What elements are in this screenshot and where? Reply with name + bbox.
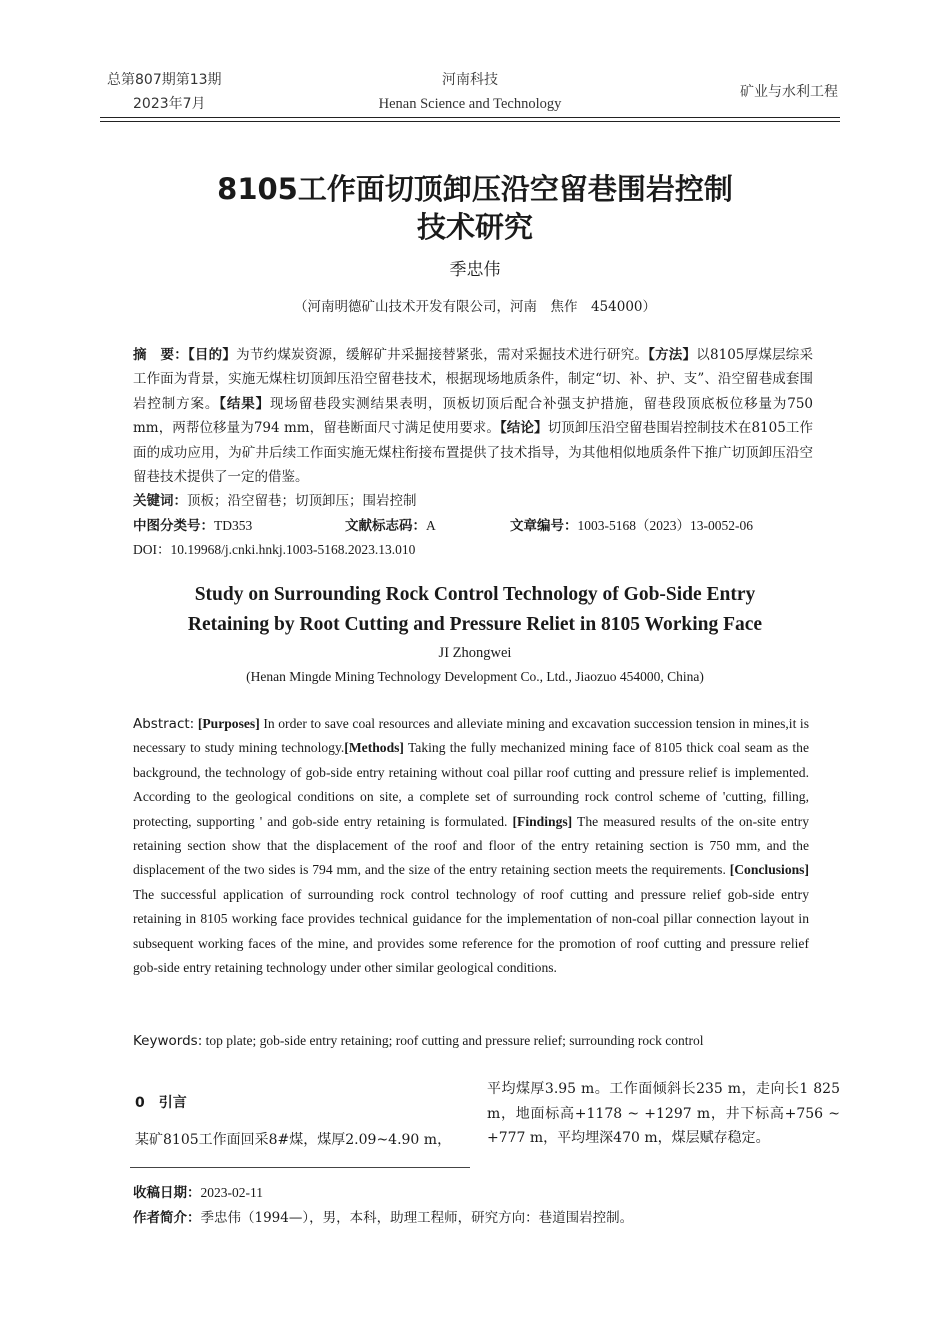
received-label: 收稿日期：: [133, 1185, 201, 1201]
journal-name-cn: 河南科技: [442, 72, 498, 88]
header-rule-thin: [100, 121, 840, 122]
received-date: [133, 1183, 263, 1203]
keywords-en-label: Keywords:: [133, 1033, 203, 1049]
abstract-en-label: Abstract:: [133, 716, 195, 732]
issue-date: 2023年7月: [133, 96, 206, 112]
author-en: JI Zhongwei: [438, 645, 512, 661]
methods-en-text: Taking the fully mechanized mining face of 8105 thick coal seam as the background, the technology of gob-side entry retaining without coal pillar roof cutting and pressure relief is implemented. According to the geological conditions on site, a complete set of surrounding rock control scheme of 'cutting, filling, protecting, supporting ' and gob-side entry retaining is formulated.: [133, 740, 809, 829]
received-value: 2023-02-11: [200, 1185, 263, 1200]
document-code: [345, 516, 436, 536]
findings-en-label: [Findings]: [512, 813, 573, 829]
keywords-en: [133, 1031, 703, 1051]
issue-number: 总第807期第13期: [107, 72, 222, 88]
abstract-cn-label: 摘 要：: [133, 347, 188, 363]
clc-value: TD353: [214, 518, 253, 533]
body-right-column: 平均煤厚3.95 m。工作面倾斜长235 m，走向长1 825 m，地面标高+1178 ~ +1297 m，井下标高+756 ~ +777 m，平均埋深470 m，煤层赋存稳定。: [487, 1081, 840, 1146]
keywords-cn: [133, 491, 417, 511]
findings-cn-label: 【结果】: [219, 395, 270, 412]
article-no-label: 文章编号：: [510, 518, 578, 534]
methods-en-label: [Methods]: [344, 740, 404, 756]
keywords-cn-text: 顶板；沿空留巷；切顶卸压；围岩控制: [187, 493, 417, 509]
findings-cn-text: 现场留巷段实测结果表明，顶板切顶后配合补强支护措施，留巷段顶底板位移量为750 mm，两帮位移量为794 mm，留巷断面尺寸满足使用要求。: [133, 395, 813, 437]
purposes-cn-label: 【目的】: [187, 347, 237, 363]
conclusions-cn-text: 切顶卸压沿空留巷围岩控制技术在8105工作面的成功应用，为矿井后续工作面实施无煤柱衔接布置提供了技术指导，为其他相似地质条件下推广切顶卸压沿空留巷技术提供了一定的借鉴。: [133, 420, 814, 486]
journal-name-en: Henan Science and Technology: [378, 96, 562, 112]
keywords-cn-label: 关键词：: [133, 493, 187, 509]
article-number: [510, 516, 753, 536]
clc-label: 中图分类号：: [133, 518, 214, 534]
conclusions-cn-label: 【结论】: [499, 420, 548, 437]
methods-cn-text: 以8105厚煤层综采工作面为背景，实施无煤柱切顶卸压沿空留巷技术，根据现场地质条件，制定“切、补、护、支”、沿空留巷成套围岩控制方案。: [133, 347, 814, 412]
article-no-value: 1003-5168（2023）13-0052-06: [577, 518, 753, 533]
body-left-column: 某矿8105工作面回采8#煤，煤厚2.09~4.90 m，: [135, 1132, 452, 1148]
author-bio-label: 作者简介：: [133, 1210, 201, 1226]
findings-en-text: The measured results of the on-site entry retaining section show that the displacement of the roof and floor of the entry retaining section is 750 mm, and the displacement of the two sides is 794 mm, and the size of the entry retaining section meets the requirements.: [133, 813, 809, 878]
author-bio: [133, 1208, 633, 1228]
affiliation-cn: （河南明德矿山技术开发有限公司，河南 焦作 454000）: [293, 299, 657, 315]
title-en-line1: Study on Surrounding Rock Control Technology of Gob-Side Entry: [194, 584, 756, 605]
abstract-cn: [133, 343, 813, 489]
purposes-en-label: [Purposes]: [197, 716, 260, 731]
abstract-en: [133, 712, 809, 980]
affiliation-en: (Henan Mingde Mining Technology Development Co., Ltd., Jiaozuo 454000, China): [246, 669, 704, 684]
author-cn: 季忠伟: [449, 260, 501, 280]
clc-number: [133, 516, 252, 536]
conclusions-en-label: [Conclusions]: [729, 862, 809, 878]
footnote-rule: [130, 1167, 470, 1168]
title-en-line2: Retaining by Root Cutting and Pressure Reliet in 8105 Working Face: [187, 614, 763, 635]
purposes-cn-text: 为节约煤炭资源，缓解矿井采掘接替紧张，需对采掘技术进行研究。: [236, 347, 649, 363]
keywords-en-text: top plate; gob-side entry retaining; roof cutting and pressure relief; surrounding rock control: [205, 1033, 704, 1048]
conclusions-en-text: The successful application of surrounding rock control technology of roof cutting and pressure relief gob-side entry retaining in 8105 working face provides technical guidance for the implementation of non-coal pillar connection layout in subsequent working faces of the mine, and provides some reference for the promotion of roof cutting and pressure relief gob-side entry retaining technology under other similar geological conditions.: [133, 886, 809, 976]
doi: DOI：10.19968/j.cnki.hnkj.1003-5168.2023.13.010: [133, 542, 416, 557]
author-bio-text: 季忠伟（1994—），男，本科，助理工程师，研究方向：巷道围岩控制。: [200, 1210, 634, 1226]
purposes-en-text: In order to save coal resources and alleviate mining and excavation succession tension in mines,it is necessary to study mining technology.: [133, 716, 809, 756]
header-rule: [100, 117, 840, 118]
journal-section: 矿业与水利工程: [740, 84, 838, 100]
doc-code-label: 文献标志码：: [345, 518, 426, 534]
section-heading-intro: 0 引言: [135, 1095, 187, 1111]
doc-code-value: A: [426, 518, 436, 533]
methods-cn-label: 【方法】: [648, 347, 697, 363]
title-cn-line2: 技术研究: [416, 210, 533, 244]
title-cn-line1: 8105工作面切顶卸压沿空留巷围岩控制: [217, 172, 733, 206]
